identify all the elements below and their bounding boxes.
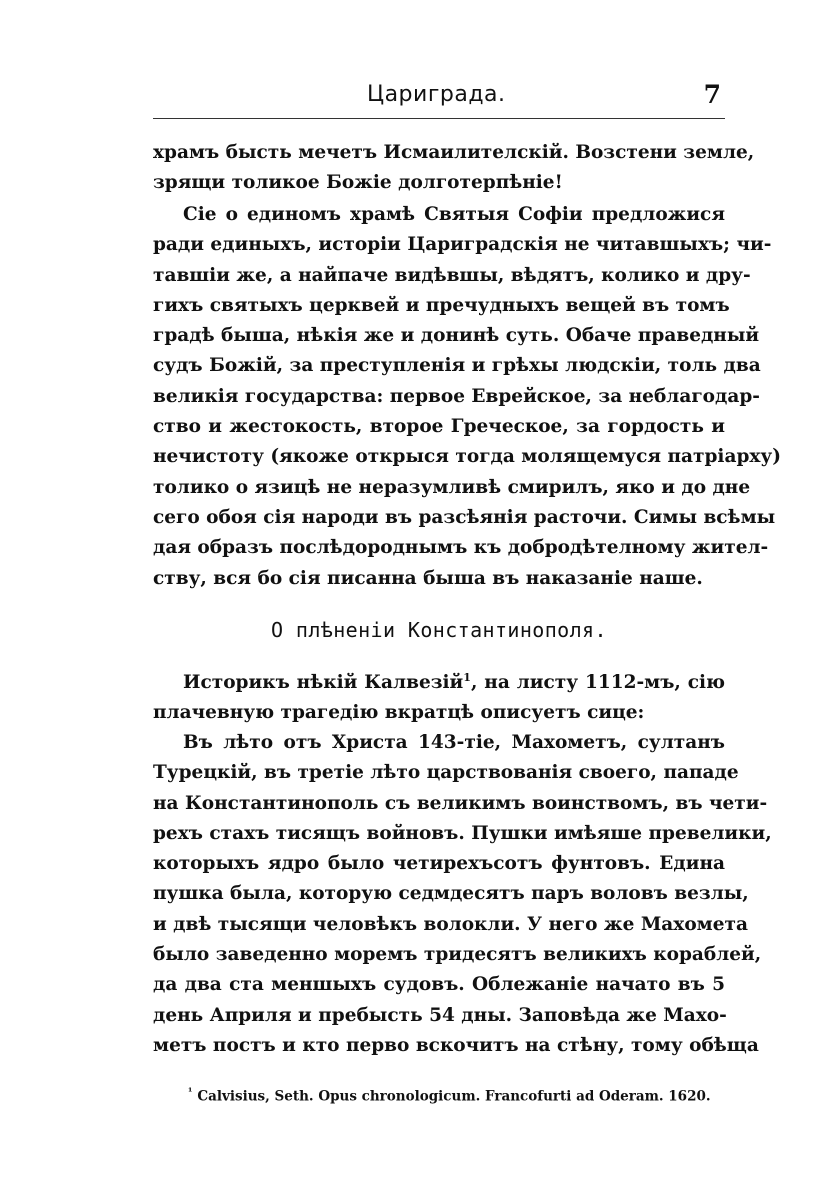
paragraph-4 xyxy=(153,728,772,1061)
text-line: толико о язицѣ не неразумливѣ смирилъ, яко и до дне xyxy=(153,476,751,498)
text-line: и двѣ тысящи человѣкъ волокли. У него же Махомета xyxy=(153,913,748,935)
text-line: тавшіи же, а найпаче видѣвшы, вѣдятъ, колико и дру- xyxy=(153,264,751,286)
text-line: пушка была, которую седмдесятъ паръ воловъ везлы, xyxy=(153,883,749,905)
page-header xyxy=(153,82,725,116)
text-line: Въ лѣто отъ Христа 143-тіе, Махометъ, султанъ xyxy=(183,732,725,753)
text-segment: , на листу 1112-мъ, сію xyxy=(470,672,726,693)
text-line: ство и жестокость, второе Греческое, за гордость и xyxy=(153,416,725,438)
paragraph-3 xyxy=(153,668,725,729)
text-line: метъ постъ и кто перво вскочитъ на стѣну, тому обѣща xyxy=(153,1034,759,1056)
text-line: на Константинополь съ великимъ воинствомъ, въ чети- xyxy=(153,792,768,814)
text-line: было заведенно моремъ тридесятъ великихъ кораблей, xyxy=(153,944,762,966)
paragraph-2 xyxy=(153,200,782,594)
running-title: Цариграда. xyxy=(367,82,506,107)
text-line: нечистоту (якоже открыся тогда молящемуся патріарху) xyxy=(153,446,782,468)
text-line: которыхъ ядро было четирехъсотъ фунтовъ. Едина xyxy=(153,853,725,875)
text-line: великія государства: первое Еврейское, за неблагодар- xyxy=(153,385,760,407)
paragraph-1 xyxy=(153,138,755,199)
page-number: 7 xyxy=(703,80,721,109)
text-line: Сіе о единомъ храмѣ Святыя Софіи предложися xyxy=(183,204,725,225)
header-rule xyxy=(153,118,725,119)
text-line: день Априля и пребысть 54 дны. Заповѣда же Махо- xyxy=(153,1004,727,1026)
text-line: гихъ святыхъ церквей и пречудныхъ вещей въ томъ xyxy=(153,294,730,316)
text-line: зрящи толикое Божіе долготерпѣніе! xyxy=(153,172,563,194)
footnote-text: Calvisius, Seth. Opus chronologicum. Francofurti ad Oderam. 1620. xyxy=(197,1088,711,1105)
footnote-reference: 1 xyxy=(463,670,471,684)
text-line: Турецкій, въ третіе лѣто царствованія своего, пападе xyxy=(153,762,739,784)
footnote xyxy=(188,1087,728,1105)
text-segment: Историкъ нѣкій Калвезій xyxy=(183,672,464,693)
text-line: сего обоя сія народи въ разсѣянія расточи. Симы всѣмы xyxy=(153,506,776,528)
text-line: рехъ стахъ тисящъ войновъ. Пушки имѣяше превелики, xyxy=(153,822,772,844)
text-line: градѣ быша, нѣкія же и донинѣ суть. Обаче праведный xyxy=(153,325,760,347)
section-heading: О плѣненіи Константинополя. xyxy=(271,618,607,642)
text-line: плачевную трагедію вкратцѣ описуетъ сице: xyxy=(153,702,645,724)
footnote-marker: ¹ xyxy=(188,1087,193,1098)
text-line: судъ Божій, за преступленія и грѣхы людскіи, толь два xyxy=(153,355,761,377)
text-line: храмъ бысть мечетъ Исмаилителскій. Возстени земле, xyxy=(153,142,755,163)
text-line: дая образъ послѣдороднымъ къ добродѣтелному жител- xyxy=(153,537,769,559)
text-line: ству, вся бо сія писанна быша въ наказаніе наше. xyxy=(153,567,703,589)
text-line xyxy=(153,668,725,698)
text-line: ради единыхъ, исторіи Цариградскія не читавшыхъ; чи- xyxy=(153,234,772,256)
text-line: да два ста меншыхъ судовъ. Облежаніе начато въ 5 xyxy=(153,974,725,996)
